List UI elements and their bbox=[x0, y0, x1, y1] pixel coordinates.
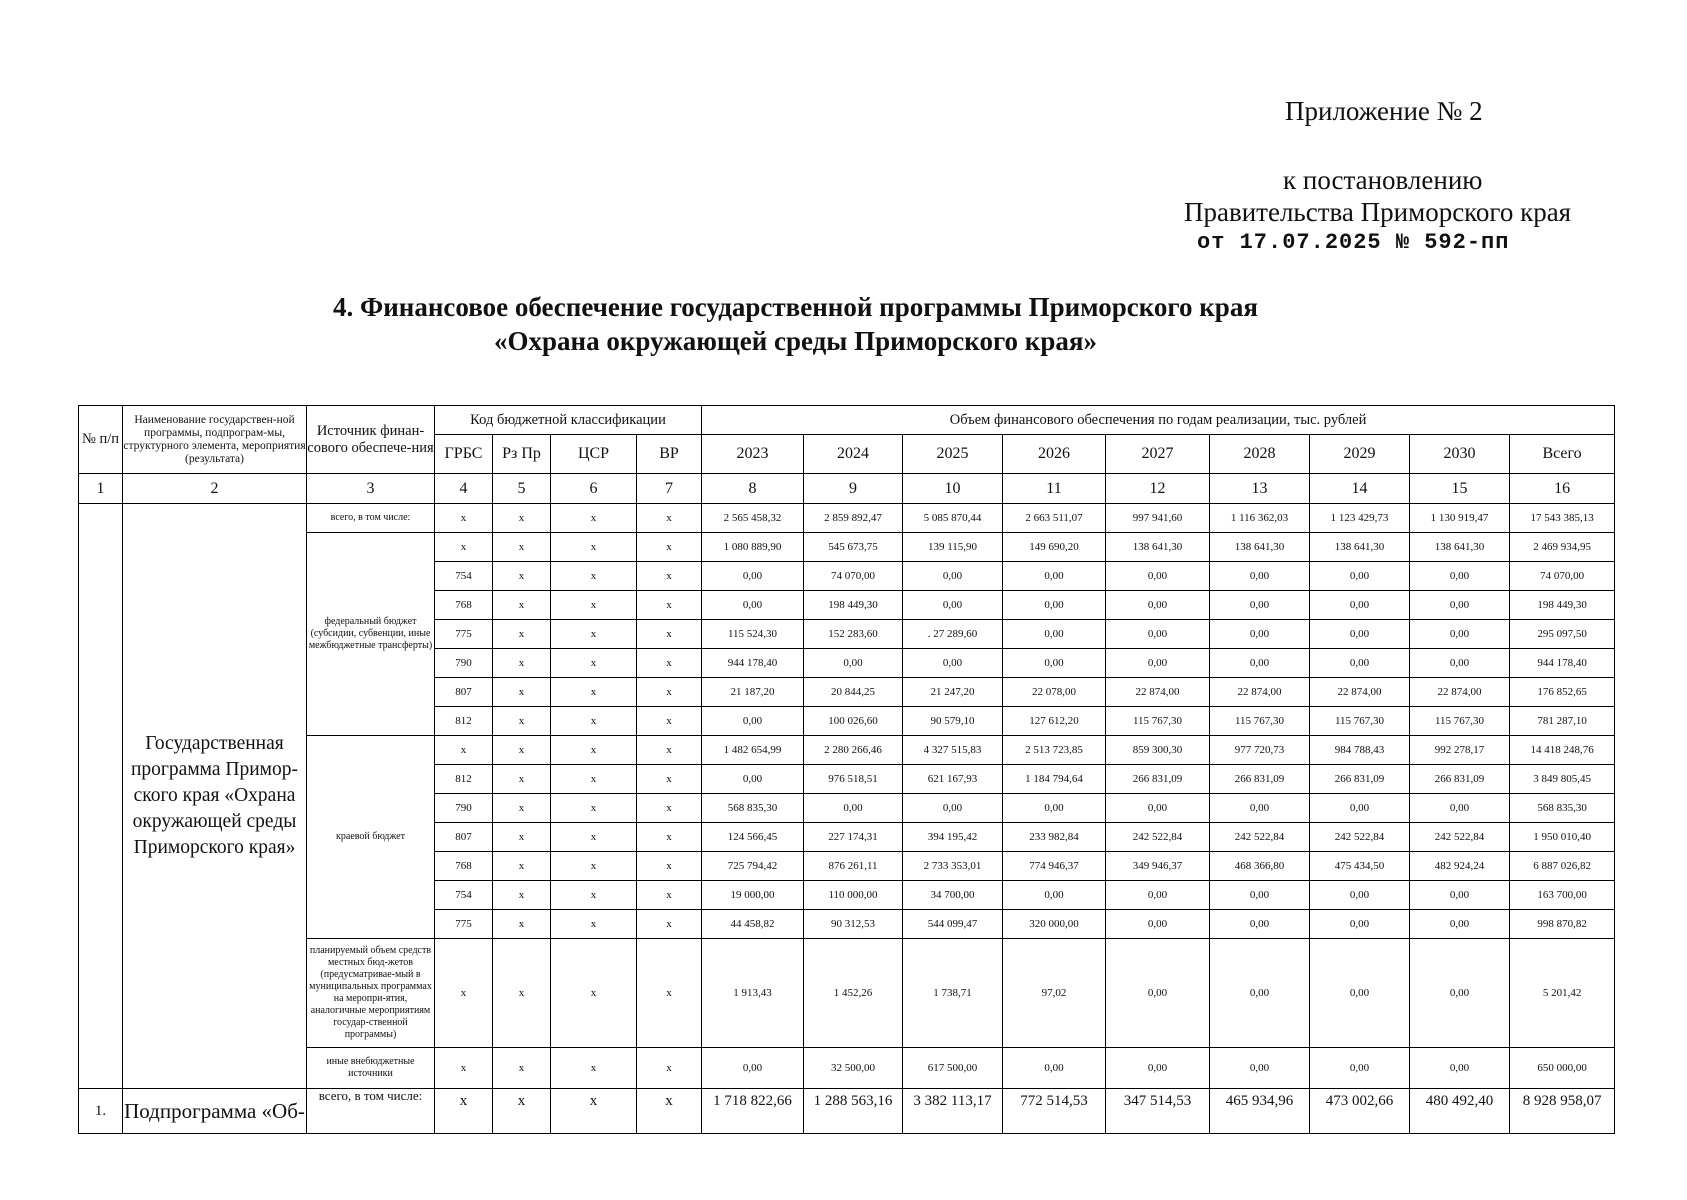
header-year: 2027 bbox=[1106, 435, 1210, 474]
value-cell: 266 831,09 bbox=[1410, 765, 1510, 794]
value-cell: 568 835,30 bbox=[1510, 794, 1615, 823]
value-cell: 0,00 bbox=[1410, 794, 1510, 823]
header-year: 2029 bbox=[1310, 435, 1410, 474]
value-cell: 242 522,84 bbox=[1410, 823, 1510, 852]
value-cell: 545 673,75 bbox=[804, 533, 903, 562]
code-cell: x bbox=[637, 620, 702, 649]
value-cell: 0,00 bbox=[702, 562, 804, 591]
value-cell: 2 280 266,46 bbox=[804, 736, 903, 765]
header-year: 2026 bbox=[1003, 435, 1106, 474]
code-cell: x bbox=[551, 765, 637, 794]
code-cell: x bbox=[435, 504, 493, 533]
source-cell: планируемый объем средств местных бюд-жетов (предусматривае-мый в муниципальных программах на меропри-ятия, аналогичные мероприятиям государ-ственной программы) bbox=[307, 939, 435, 1048]
code-cell: x bbox=[435, 939, 493, 1048]
value-cell: 0,00 bbox=[1210, 939, 1310, 1048]
table-row bbox=[79, 504, 1615, 533]
government-label: Правительства Приморского края bbox=[1184, 197, 1572, 227]
code-cell: x bbox=[551, 504, 637, 533]
value-cell: 0,00 bbox=[1210, 591, 1310, 620]
value-cell: 859 300,30 bbox=[1106, 736, 1210, 765]
value-cell: 2 663 511,07 bbox=[1003, 504, 1106, 533]
value-cell: 22 874,00 bbox=[1210, 678, 1310, 707]
value-cell: 138 641,30 bbox=[1106, 533, 1210, 562]
financing-table bbox=[78, 405, 1615, 1134]
value-cell: 944 178,40 bbox=[702, 649, 804, 678]
value-cell: 0,00 bbox=[702, 707, 804, 736]
value-cell: 139 115,90 bbox=[903, 533, 1003, 562]
value-cell: 149 690,20 bbox=[1003, 533, 1106, 562]
value-cell: 0,00 bbox=[1106, 794, 1210, 823]
code-cell: x bbox=[493, 649, 551, 678]
value-cell: 0,00 bbox=[1106, 939, 1210, 1048]
header-year: 2023 bbox=[702, 435, 804, 474]
value-cell: 74 070,00 bbox=[804, 562, 903, 591]
value-cell: 3 849 805,45 bbox=[1510, 765, 1615, 794]
column-number: 2 bbox=[123, 474, 307, 504]
code-cell: x bbox=[637, 794, 702, 823]
value-cell: 997 941,60 bbox=[1106, 504, 1210, 533]
value-cell: 2 513 723,85 bbox=[1003, 736, 1106, 765]
code-cell: x bbox=[551, 562, 637, 591]
value-cell: 0,00 bbox=[1310, 649, 1410, 678]
value-cell: 0,00 bbox=[804, 794, 903, 823]
value-cell: 0,00 bbox=[1310, 939, 1410, 1048]
code-cell: 768 bbox=[435, 591, 493, 620]
code-cell: x bbox=[493, 765, 551, 794]
value-cell: 0,00 bbox=[1106, 591, 1210, 620]
code-cell: x bbox=[637, 707, 702, 736]
code-cell: x bbox=[493, 852, 551, 881]
header-bcc: Код бюджетной классификации bbox=[435, 406, 702, 435]
value-cell: 0,00 bbox=[1106, 620, 1210, 649]
source-cell: краевой бюджет bbox=[307, 736, 435, 939]
value-cell: 176 852,65 bbox=[1510, 678, 1615, 707]
code-cell: x bbox=[637, 910, 702, 939]
value-cell: 3 382 113,17 bbox=[903, 1089, 1003, 1134]
value-cell: 44 458,82 bbox=[702, 910, 804, 939]
code-cell: x bbox=[493, 562, 551, 591]
title-line-1: 4. Финансовое обеспечение государственной программы Приморского края bbox=[333, 292, 1258, 322]
value-cell: 163 700,00 bbox=[1510, 881, 1615, 910]
document-title bbox=[0, 290, 1687, 358]
code-cell: x bbox=[637, 736, 702, 765]
value-cell: 4 327 515,83 bbox=[903, 736, 1003, 765]
value-cell: 0,00 bbox=[1106, 881, 1210, 910]
value-cell: 0,00 bbox=[702, 765, 804, 794]
value-cell: 0,00 bbox=[903, 649, 1003, 678]
value-cell: 198 449,30 bbox=[1510, 591, 1615, 620]
value-cell: 0,00 bbox=[1003, 562, 1106, 591]
column-number: 13 bbox=[1210, 474, 1310, 504]
code-cell: x bbox=[551, 707, 637, 736]
value-cell: 0,00 bbox=[1310, 591, 1410, 620]
code-cell: 790 bbox=[435, 649, 493, 678]
value-cell: 100 026,60 bbox=[804, 707, 903, 736]
header-year: 2025 bbox=[903, 435, 1003, 474]
header-grbs: ГРБС bbox=[435, 435, 493, 474]
value-cell: 0,00 bbox=[1210, 794, 1310, 823]
value-cell: 1 123 429,73 bbox=[1310, 504, 1410, 533]
value-cell: 1 288 563,16 bbox=[804, 1089, 903, 1134]
code-cell: x bbox=[493, 736, 551, 765]
value-cell: 0,00 bbox=[1106, 910, 1210, 939]
value-cell: 0,00 bbox=[1410, 620, 1510, 649]
value-cell: 115 767,30 bbox=[1310, 707, 1410, 736]
code-cell: x bbox=[493, 1048, 551, 1089]
value-cell: 110 000,00 bbox=[804, 881, 903, 910]
value-cell: 0,00 bbox=[1410, 562, 1510, 591]
value-cell: 998 870,82 bbox=[1510, 910, 1615, 939]
value-cell: 2 859 892,47 bbox=[804, 504, 903, 533]
value-cell: 0,00 bbox=[903, 591, 1003, 620]
value-cell: 14 418 248,76 bbox=[1510, 736, 1615, 765]
header-csr: ЦСР bbox=[551, 435, 637, 474]
code-cell: x bbox=[637, 852, 702, 881]
header-rzpr: Рз Пр bbox=[493, 435, 551, 474]
value-cell: 394 195,42 bbox=[903, 823, 1003, 852]
value-cell: 266 831,09 bbox=[1310, 765, 1410, 794]
value-cell: 115 767,30 bbox=[1210, 707, 1310, 736]
code-cell: x bbox=[637, 1048, 702, 1089]
value-cell: 473 002,66 bbox=[1310, 1089, 1410, 1134]
value-cell: 6 887 026,82 bbox=[1510, 852, 1615, 881]
value-cell: 347 514,53 bbox=[1106, 1089, 1210, 1134]
value-cell: 74 070,00 bbox=[1510, 562, 1615, 591]
value-cell: 781 287,10 bbox=[1510, 707, 1615, 736]
code-cell: x bbox=[637, 823, 702, 852]
value-cell: 1 738,71 bbox=[903, 939, 1003, 1048]
value-cell: 138 641,30 bbox=[1210, 533, 1310, 562]
value-cell: 621 167,93 bbox=[903, 765, 1003, 794]
header-num: № п/п bbox=[79, 406, 123, 474]
code-cell: 807 bbox=[435, 678, 493, 707]
code-cell: x bbox=[493, 794, 551, 823]
value-cell: 90 312,53 bbox=[804, 910, 903, 939]
code-cell: x bbox=[551, 1048, 637, 1089]
code-cell: x bbox=[551, 591, 637, 620]
code-cell: x bbox=[493, 881, 551, 910]
code-cell: x bbox=[637, 504, 702, 533]
value-cell: 32 500,00 bbox=[804, 1048, 903, 1089]
value-cell: 0,00 bbox=[903, 562, 1003, 591]
value-cell: 0,00 bbox=[1410, 649, 1510, 678]
value-cell: 0,00 bbox=[1106, 1048, 1210, 1089]
value-cell: 5 085 870,44 bbox=[903, 504, 1003, 533]
value-cell: 115 767,30 bbox=[1106, 707, 1210, 736]
code-cell: 812 bbox=[435, 707, 493, 736]
column-number: 1 bbox=[79, 474, 123, 504]
value-cell: 0,00 bbox=[1310, 794, 1410, 823]
title-line-2: «Охрана окружающей среды Приморского края» bbox=[494, 326, 1097, 356]
value-cell: 0,00 bbox=[1003, 620, 1106, 649]
value-cell: 0,00 bbox=[702, 1048, 804, 1089]
value-cell: 2 469 934,95 bbox=[1510, 533, 1615, 562]
value-cell: 876 261,11 bbox=[804, 852, 903, 881]
code-cell: x bbox=[493, 533, 551, 562]
value-cell: 774 946,37 bbox=[1003, 852, 1106, 881]
code-cell: x bbox=[551, 910, 637, 939]
value-cell: 0,00 bbox=[702, 591, 804, 620]
column-number: 8 bbox=[702, 474, 804, 504]
value-cell: 266 831,09 bbox=[1210, 765, 1310, 794]
value-cell: 0,00 bbox=[1003, 881, 1106, 910]
code-cell: x bbox=[637, 649, 702, 678]
code-cell: x bbox=[493, 707, 551, 736]
value-cell: 1 452,26 bbox=[804, 939, 903, 1048]
value-cell: 20 844,25 bbox=[804, 678, 903, 707]
code-cell: x bbox=[493, 678, 551, 707]
table-row bbox=[79, 1048, 1615, 1089]
value-cell: 1 116 362,03 bbox=[1210, 504, 1310, 533]
code-cell: x bbox=[551, 939, 637, 1048]
value-cell: 1 950 010,40 bbox=[1510, 823, 1615, 852]
code-cell: x bbox=[493, 823, 551, 852]
column-number: 14 bbox=[1310, 474, 1410, 504]
code-cell: x bbox=[551, 794, 637, 823]
value-cell: 482 924,24 bbox=[1410, 852, 1510, 881]
value-cell: 127 612,20 bbox=[1003, 707, 1106, 736]
code-cell: x bbox=[637, 881, 702, 910]
value-cell: 1 184 794,64 bbox=[1003, 765, 1106, 794]
code-cell: x bbox=[551, 881, 637, 910]
value-cell: 138 641,30 bbox=[1310, 533, 1410, 562]
value-cell: 0,00 bbox=[1310, 1048, 1410, 1089]
value-cell: 984 788,43 bbox=[1310, 736, 1410, 765]
value-cell: 0,00 bbox=[1210, 910, 1310, 939]
table-row bbox=[79, 736, 1615, 765]
value-cell: 295 097,50 bbox=[1510, 620, 1615, 649]
program-name-cell: Государственная программа Примор-ского края «Охрана окружающей среды Приморского края» bbox=[123, 504, 307, 1089]
value-cell: 0,00 bbox=[1410, 1048, 1510, 1089]
header-name: Наименование государствен-ной программы, подпрограм-мы, структурного элемента, мероприятия (результата) bbox=[123, 406, 307, 474]
value-cell: 0,00 bbox=[1210, 562, 1310, 591]
value-cell: 124 566,45 bbox=[702, 823, 804, 852]
value-cell: 0,00 bbox=[1410, 939, 1510, 1048]
code-cell: 812 bbox=[435, 765, 493, 794]
value-cell: 2 733 353,01 bbox=[903, 852, 1003, 881]
value-cell: 480 492,40 bbox=[1410, 1089, 1510, 1134]
value-cell: 115 524,30 bbox=[702, 620, 804, 649]
to-decree-label: к постановлению bbox=[1283, 165, 1483, 195]
code-cell: 754 bbox=[435, 562, 493, 591]
value-cell: 0,00 bbox=[804, 649, 903, 678]
column-number: 10 bbox=[903, 474, 1003, 504]
value-cell: 992 278,17 bbox=[1410, 736, 1510, 765]
value-cell: 0,00 bbox=[1003, 794, 1106, 823]
value-cell: 1 913,43 bbox=[702, 939, 804, 1048]
code-cell: 754 bbox=[435, 881, 493, 910]
value-cell: 568 835,30 bbox=[702, 794, 804, 823]
value-cell: 198 449,30 bbox=[804, 591, 903, 620]
value-cell: 21 247,20 bbox=[903, 678, 1003, 707]
code-cell: x bbox=[493, 939, 551, 1048]
value-cell: 544 099,47 bbox=[903, 910, 1003, 939]
code-cell: x bbox=[493, 1089, 551, 1134]
code-cell: x bbox=[551, 649, 637, 678]
value-cell: 266 831,09 bbox=[1106, 765, 1210, 794]
value-cell: 650 000,00 bbox=[1510, 1048, 1615, 1089]
value-cell: 0,00 bbox=[1410, 910, 1510, 939]
code-cell: 790 bbox=[435, 794, 493, 823]
value-cell: 97,02 bbox=[1003, 939, 1106, 1048]
column-number: 11 bbox=[1003, 474, 1106, 504]
header-total: Всего bbox=[1510, 435, 1615, 474]
value-cell: 465 934,96 bbox=[1210, 1089, 1310, 1134]
value-cell: 1 718 822,66 bbox=[702, 1089, 804, 1134]
source-cell: федеральный бюджет (субсидии, субвенции, иные межбюджетные трансферты) bbox=[307, 533, 435, 736]
code-cell: 775 bbox=[435, 620, 493, 649]
value-cell: 0,00 bbox=[1210, 649, 1310, 678]
value-cell: 138 641,30 bbox=[1410, 533, 1510, 562]
value-cell: 34 700,00 bbox=[903, 881, 1003, 910]
value-cell: 617 500,00 bbox=[903, 1048, 1003, 1089]
value-cell: 0,00 bbox=[903, 794, 1003, 823]
value-cell: 725 794,42 bbox=[702, 852, 804, 881]
value-cell: 0,00 bbox=[1310, 881, 1410, 910]
column-number: 15 bbox=[1410, 474, 1510, 504]
value-cell: 2 565 458,32 bbox=[702, 504, 804, 533]
value-cell: 90 579,10 bbox=[903, 707, 1003, 736]
value-cell: 0,00 bbox=[1410, 591, 1510, 620]
subprogram-name-cell: Подпрограмма «Об- bbox=[123, 1089, 307, 1134]
code-cell: x bbox=[637, 1089, 702, 1134]
column-number: 3 bbox=[307, 474, 435, 504]
value-cell: 475 434,50 bbox=[1310, 852, 1410, 881]
column-number: 9 bbox=[804, 474, 903, 504]
column-number-row bbox=[79, 474, 1615, 504]
header-year: 2030 bbox=[1410, 435, 1510, 474]
value-cell: 0,00 bbox=[1410, 881, 1510, 910]
column-number: 16 bbox=[1510, 474, 1615, 504]
source-cell: всего, в том числе: bbox=[307, 1089, 435, 1134]
column-number: 4 bbox=[435, 474, 493, 504]
value-cell: . 27 289,60 bbox=[903, 620, 1003, 649]
value-cell: 0,00 bbox=[1310, 562, 1410, 591]
table-row bbox=[79, 1089, 1615, 1134]
value-cell: 5 201,42 bbox=[1510, 939, 1615, 1048]
value-cell: 349 946,37 bbox=[1106, 852, 1210, 881]
value-cell: 22 874,00 bbox=[1310, 678, 1410, 707]
value-cell: 8 928 958,07 bbox=[1510, 1089, 1615, 1134]
code-cell: 768 bbox=[435, 852, 493, 881]
value-cell: 0,00 bbox=[1106, 649, 1210, 678]
value-cell: 977 720,73 bbox=[1210, 736, 1310, 765]
value-cell: 17 543 385,13 bbox=[1510, 504, 1615, 533]
value-cell: 0,00 bbox=[1310, 620, 1410, 649]
code-cell: x bbox=[637, 765, 702, 794]
value-cell: 0,00 bbox=[1003, 1048, 1106, 1089]
header-source: Источник финан-сового обеспече-ния bbox=[307, 406, 435, 474]
code-cell: x bbox=[493, 620, 551, 649]
value-cell: 21 187,20 bbox=[702, 678, 804, 707]
value-cell: 22 874,00 bbox=[1106, 678, 1210, 707]
value-cell: 0,00 bbox=[1003, 649, 1106, 678]
code-cell: x bbox=[493, 504, 551, 533]
appendix-label: Приложение № 2 bbox=[1285, 96, 1483, 126]
column-number: 12 bbox=[1106, 474, 1210, 504]
code-cell: x bbox=[435, 533, 493, 562]
code-cell: x bbox=[637, 939, 702, 1048]
code-cell: x bbox=[551, 678, 637, 707]
decree-date-number: от 17.07.2025 № 592-пп bbox=[1197, 230, 1510, 255]
value-cell: 468 366,80 bbox=[1210, 852, 1310, 881]
code-cell: x bbox=[637, 591, 702, 620]
code-cell: x bbox=[551, 852, 637, 881]
code-cell: x bbox=[493, 591, 551, 620]
value-cell: 242 522,84 bbox=[1210, 823, 1310, 852]
table-row bbox=[79, 939, 1615, 1048]
code-cell: x bbox=[551, 736, 637, 765]
value-cell: 0,00 bbox=[1210, 620, 1310, 649]
value-cell: 152 283,60 bbox=[804, 620, 903, 649]
code-cell: 775 bbox=[435, 910, 493, 939]
value-cell: 1 482 654,99 bbox=[702, 736, 804, 765]
value-cell: 0,00 bbox=[1210, 881, 1310, 910]
value-cell: 944 178,40 bbox=[1510, 649, 1615, 678]
value-cell: 976 518,51 bbox=[804, 765, 903, 794]
value-cell: 19 000,00 bbox=[702, 881, 804, 910]
value-cell: 242 522,84 bbox=[1106, 823, 1210, 852]
value-cell: 115 767,30 bbox=[1410, 707, 1510, 736]
code-cell: x bbox=[493, 910, 551, 939]
code-cell: x bbox=[551, 620, 637, 649]
value-cell: 320 000,00 bbox=[1003, 910, 1106, 939]
source-cell: иные внебюджетные источники bbox=[307, 1048, 435, 1089]
value-cell: 22 078,00 bbox=[1003, 678, 1106, 707]
code-cell: x bbox=[637, 533, 702, 562]
value-cell: 1 130 919,47 bbox=[1410, 504, 1510, 533]
code-cell: x bbox=[637, 678, 702, 707]
value-cell: 0,00 bbox=[1106, 562, 1210, 591]
value-cell: 22 874,00 bbox=[1410, 678, 1510, 707]
column-number: 5 bbox=[493, 474, 551, 504]
column-number: 7 bbox=[637, 474, 702, 504]
code-cell: 807 bbox=[435, 823, 493, 852]
row-number-cell: 1. bbox=[79, 1089, 123, 1134]
code-cell: x bbox=[551, 823, 637, 852]
header-vr: ВР bbox=[637, 435, 702, 474]
code-cell: x bbox=[435, 1048, 493, 1089]
table-row bbox=[79, 533, 1615, 562]
header-year: 2024 bbox=[804, 435, 903, 474]
code-cell: x bbox=[435, 1089, 493, 1134]
value-cell: 227 174,31 bbox=[804, 823, 903, 852]
column-number: 6 bbox=[551, 474, 637, 504]
value-cell: 1 080 889,90 bbox=[702, 533, 804, 562]
code-cell: x bbox=[435, 736, 493, 765]
value-cell: 242 522,84 bbox=[1310, 823, 1410, 852]
value-cell: 233 982,84 bbox=[1003, 823, 1106, 852]
value-cell: 0,00 bbox=[1003, 591, 1106, 620]
code-cell: x bbox=[637, 562, 702, 591]
code-cell: x bbox=[551, 1089, 637, 1134]
value-cell: 772 514,53 bbox=[1003, 1089, 1106, 1134]
value-cell: 0,00 bbox=[1210, 1048, 1310, 1089]
source-cell: всего, в том числе: bbox=[307, 504, 435, 533]
header-volume: Объем финансового обеспечения по годам реализации, тыс. рублей bbox=[702, 406, 1615, 435]
code-cell: x bbox=[551, 533, 637, 562]
row-number-cell bbox=[79, 504, 123, 1089]
value-cell: 0,00 bbox=[1310, 910, 1410, 939]
header-row-1 bbox=[79, 406, 1615, 435]
header-year: 2028 bbox=[1210, 435, 1310, 474]
